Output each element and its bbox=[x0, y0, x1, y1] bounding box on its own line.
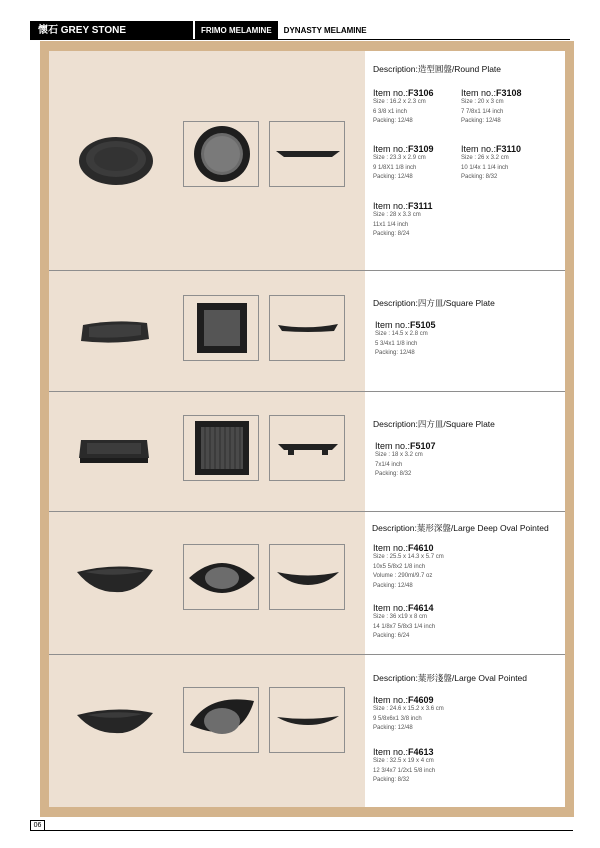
item-number bbox=[373, 747, 463, 757]
item-packing: Packing: 12/48 bbox=[373, 725, 413, 731]
round-plate-side-image bbox=[274, 148, 342, 160]
item-packing: Packing: 12/48 bbox=[373, 174, 413, 180]
square-plate-top-box bbox=[183, 295, 259, 361]
item-size: Size : 14.5 x 2.8 cm bbox=[375, 331, 428, 337]
deep-oval-angle-image bbox=[75, 560, 155, 594]
item-number bbox=[373, 201, 463, 211]
round-plate-angle-image bbox=[77, 131, 155, 189]
square-plate-side-box bbox=[269, 295, 345, 361]
item-packing: Packing: 8/32 bbox=[375, 471, 412, 477]
item-label: Item no.: bbox=[373, 201, 409, 211]
item-packing: Packing: 8/32 bbox=[461, 174, 498, 180]
deep-oval-top-image bbox=[187, 554, 257, 602]
item-label: Item no.: bbox=[373, 695, 409, 705]
section-description: Description:造型圓盤/Round Plate bbox=[373, 64, 502, 74]
tab-grey-stone[interactable]: 懷石 GREY STONE bbox=[30, 21, 193, 39]
item-block bbox=[375, 441, 465, 480]
section-round-plate bbox=[49, 51, 565, 271]
item-code: F4613 bbox=[408, 747, 434, 757]
item-label: Item no.: bbox=[375, 320, 411, 330]
item-code: F5107 bbox=[410, 441, 436, 451]
item-size: Size : 36 x19 x 8 cm bbox=[373, 614, 428, 620]
item-size: Size : 26 x 3.2 cm bbox=[461, 155, 509, 161]
item-size: Size : 18 x 3.2 cm bbox=[375, 452, 423, 458]
square-plate-large-angle-image bbox=[77, 434, 151, 466]
footer-divider bbox=[45, 830, 573, 831]
item-size: Size : 28 x 3.3 cm bbox=[373, 212, 421, 218]
tab-frimo-melamine[interactable]: FRIMO MELAMINE bbox=[195, 21, 278, 39]
item-code: F4609 bbox=[408, 695, 434, 705]
content-frame bbox=[40, 41, 574, 817]
item-block bbox=[373, 144, 463, 183]
header-bar bbox=[30, 21, 570, 40]
item-code: F5105 bbox=[410, 320, 436, 330]
photo-panel bbox=[49, 655, 365, 807]
item-size: Size : 24.6 x 15.2 x 3.6 cm bbox=[373, 706, 444, 712]
item-size: Size : 32.5 x 19 x 4 cm bbox=[373, 758, 434, 764]
item-block bbox=[373, 543, 463, 591]
page-number: 06 bbox=[30, 820, 45, 831]
item-number bbox=[373, 144, 463, 154]
round-plate-side-box bbox=[269, 121, 345, 187]
item-block bbox=[461, 88, 551, 127]
round-plate-top-box bbox=[183, 121, 259, 187]
item-label: Item no.: bbox=[375, 441, 411, 451]
photo-panel bbox=[49, 392, 365, 511]
item-code: F3109 bbox=[408, 144, 434, 154]
item-block bbox=[373, 695, 463, 734]
deep-oval-top-box bbox=[183, 544, 259, 610]
section-oval-pointed bbox=[49, 655, 565, 807]
item-packing: Packing: 8/32 bbox=[373, 777, 410, 783]
item-label: Item no.: bbox=[373, 144, 409, 154]
section-description: Description:葉形淺盤/Large Oval Pointed bbox=[373, 673, 528, 683]
item-size-inch: 6 3/8 x1 inch bbox=[373, 108, 408, 115]
section-description: Description:四方皿/Square Plate bbox=[373, 298, 495, 308]
item-code: F3108 bbox=[496, 88, 522, 98]
item-block bbox=[461, 144, 551, 183]
item-block bbox=[373, 88, 463, 127]
item-number bbox=[461, 88, 551, 98]
oval-pointed-side-image bbox=[276, 714, 340, 726]
item-block bbox=[375, 320, 465, 359]
item-label: Item no.: bbox=[373, 747, 409, 757]
oval-pointed-side-box bbox=[269, 687, 345, 753]
item-packing: Packing: 6/24 bbox=[373, 633, 410, 639]
item-number bbox=[461, 144, 551, 154]
item-block bbox=[373, 603, 463, 642]
item-size-inch: 7x1/4 inch bbox=[375, 461, 403, 468]
item-size: Size : 20 x 3 cm bbox=[461, 99, 504, 105]
tab-dynasty-melamine[interactable]: DYNASTY MELAMINE bbox=[283, 26, 367, 35]
oval-pointed-top-image bbox=[188, 695, 256, 747]
item-label: Item no.: bbox=[373, 543, 409, 553]
info-panel bbox=[373, 51, 563, 270]
item-size-inch: 9 5/8x6x1 3/8 inch bbox=[373, 715, 422, 722]
deep-oval-side-box bbox=[269, 544, 345, 610]
item-number bbox=[373, 543, 463, 553]
item-label: Item no.: bbox=[461, 88, 497, 98]
item-volume: Volume : 290ml/9.7 oz bbox=[373, 573, 433, 579]
info-panel bbox=[373, 655, 563, 807]
round-plate-top-image bbox=[193, 125, 251, 183]
info-panel bbox=[373, 271, 563, 391]
deep-oval-side-image bbox=[276, 569, 340, 587]
section-square-plate-f5105 bbox=[49, 271, 565, 392]
item-code: F4610 bbox=[408, 543, 434, 553]
square-plate-large-top-image bbox=[193, 419, 251, 477]
item-packing: Packing: 12/48 bbox=[461, 118, 501, 124]
square-plate-angle-image bbox=[79, 317, 151, 347]
square-plate-top-image bbox=[195, 301, 249, 355]
item-size-inch: 9 1/8X1 1/8 inch bbox=[373, 164, 417, 171]
item-packing: Packing: 12/48 bbox=[373, 582, 413, 589]
info-panel bbox=[373, 512, 563, 654]
item-packing: Packing: 12/48 bbox=[375, 350, 415, 356]
item-size-inch: 10x5 5/8x2 1/8 inch bbox=[373, 563, 426, 570]
item-number bbox=[373, 88, 463, 98]
content-inner bbox=[49, 51, 565, 807]
item-number bbox=[375, 320, 465, 330]
item-block bbox=[373, 747, 463, 786]
photo-panel bbox=[49, 271, 365, 391]
item-size-inch: 10 1/4x 1 1/4 inch bbox=[461, 164, 509, 171]
item-size-inch: 14 1/8x7 5/8x3 1/4 inch bbox=[373, 623, 436, 630]
item-number bbox=[373, 695, 463, 705]
item-label: Item no.: bbox=[373, 603, 409, 613]
section-description: Description:葉形深盤/Large Deep Oval Pointed bbox=[372, 523, 549, 533]
photo-panel bbox=[49, 512, 365, 654]
section-description: Description:四方皿/Square Plate bbox=[373, 419, 495, 429]
item-code: F4614 bbox=[408, 603, 434, 613]
item-packing: Packing: 12/48 bbox=[373, 118, 413, 124]
square-plate-side-image bbox=[276, 322, 340, 334]
item-block bbox=[373, 201, 463, 240]
photo-panel bbox=[49, 51, 365, 270]
item-size-inch: 5 3/4x1 1/8 inch bbox=[375, 340, 418, 347]
item-number bbox=[373, 603, 463, 613]
item-code: F3110 bbox=[496, 144, 522, 154]
section-square-plate-f5107 bbox=[49, 392, 565, 512]
item-size-inch: 11x1 1/4 inch bbox=[373, 221, 409, 228]
item-number bbox=[375, 441, 465, 451]
info-panel bbox=[373, 392, 563, 511]
item-size-inch: 7 7/8x1 1/4 inch bbox=[461, 108, 504, 115]
square-plate-large-side-box bbox=[269, 415, 345, 481]
oval-pointed-angle-image bbox=[75, 705, 155, 735]
square-plate-large-side-image bbox=[276, 440, 340, 456]
item-code: F3111 bbox=[408, 201, 433, 211]
item-size: Size : 16.2 x 2.3 cm bbox=[373, 99, 426, 105]
square-plate-large-top-box bbox=[183, 415, 259, 481]
item-code: F3106 bbox=[408, 88, 434, 98]
item-label: Item no.: bbox=[373, 88, 409, 98]
item-label: Item no.: bbox=[461, 144, 497, 154]
item-size-inch: 12 3/4x7 1/2x1 5/8 inch bbox=[373, 767, 436, 774]
oval-pointed-top-box bbox=[183, 687, 259, 753]
item-size: Size : 23.3 x 2.9 cm bbox=[373, 155, 426, 161]
item-size: Size : 25.5 x 14.3 x 5.7 cm bbox=[373, 554, 444, 560]
section-deep-oval-pointed bbox=[49, 512, 565, 655]
item-packing: Packing: 8/24 bbox=[373, 231, 410, 237]
